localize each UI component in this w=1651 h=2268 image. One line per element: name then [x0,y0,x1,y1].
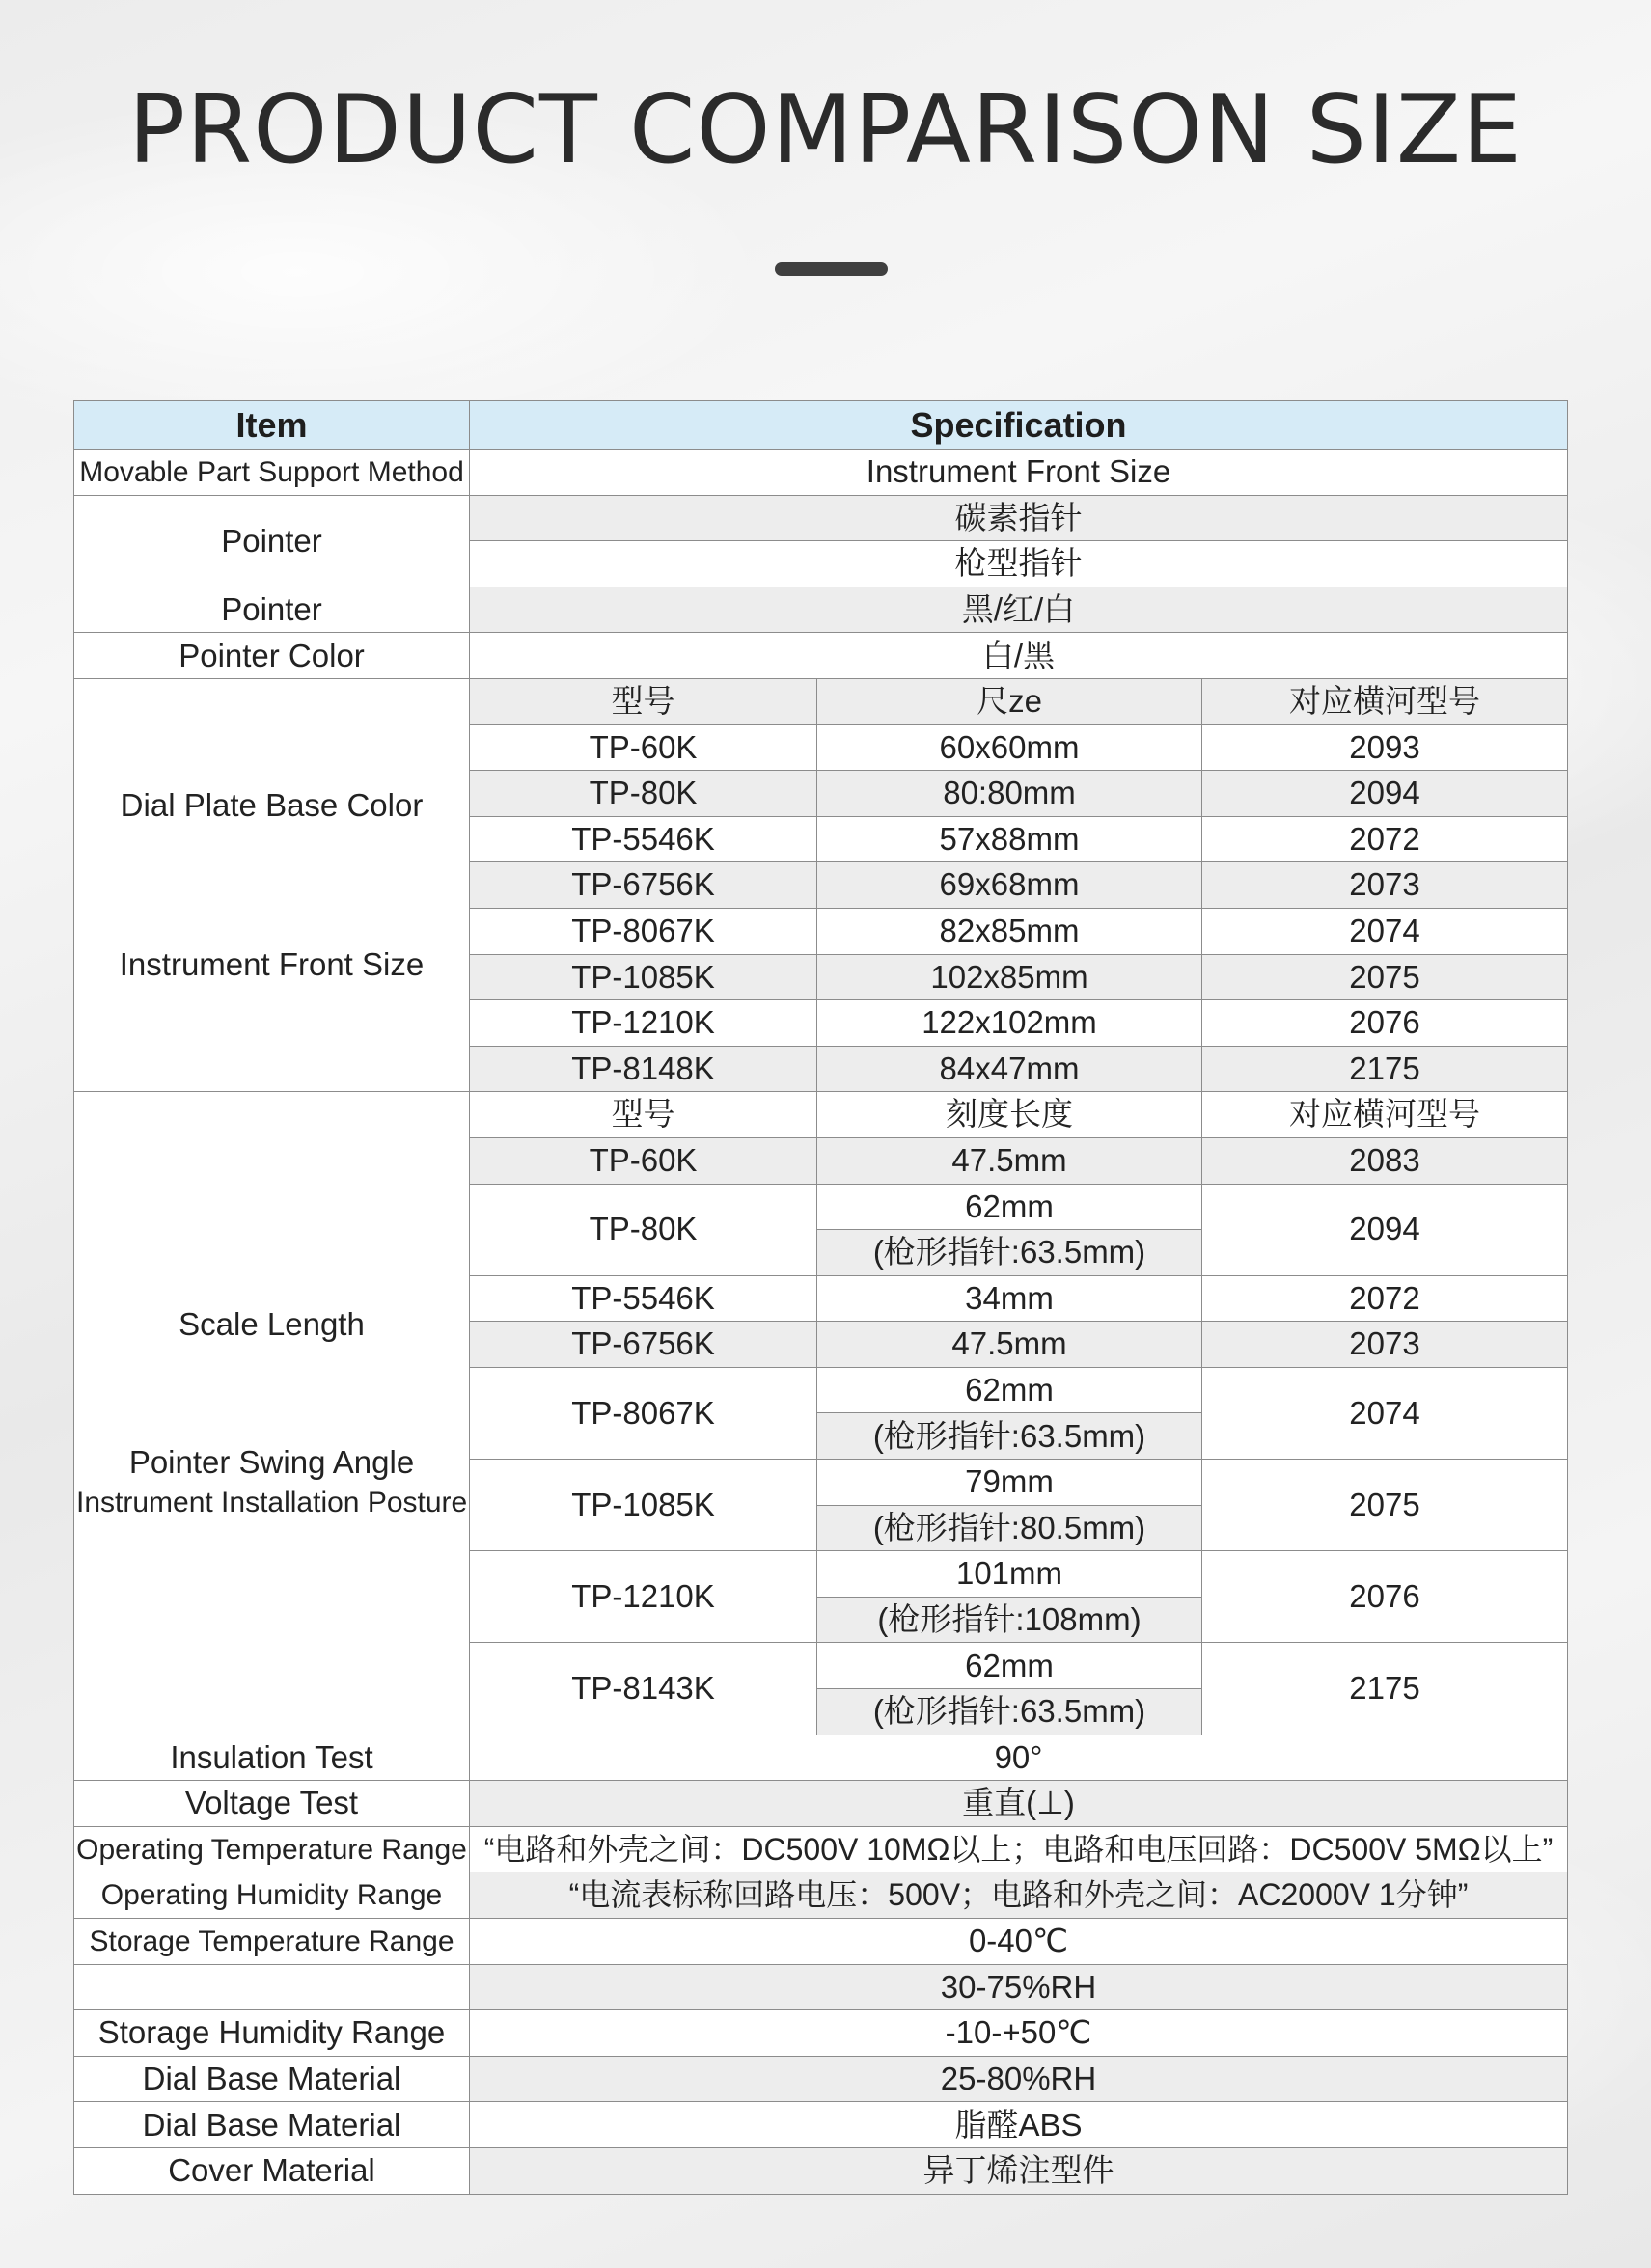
cell-model: TP-80K [470,1184,817,1275]
dial-section-labels [74,678,470,1091]
subheader-yokogawa: 对应横河型号 [1202,678,1568,724]
table-row [74,495,1568,541]
table-row [74,1826,1568,1872]
table-row [74,2147,1568,2194]
row-label: Pointer Swing Angle [128,1443,415,1480]
row-label: Dial Base Material [74,2056,470,2102]
cell-model: TP-6756K [470,1322,817,1368]
cell-size: 57x88mm [817,816,1202,862]
cell-scale-length: 47.5mm [817,1322,1202,1368]
label-spacer [76,1347,467,1441]
row-value: 25-80%RH [470,2056,1568,2102]
table-row [74,1781,1568,1827]
row-value: 碳素指针 [470,495,1568,541]
title-underline [775,262,888,276]
cell-model: TP-1085K [470,1460,817,1551]
cell-model: TP-8067K [470,908,817,954]
row-value: 脂醛ABS [470,2102,1568,2148]
row-label: Pointer Color [74,633,470,679]
row-label: Dial Plate Base Color [120,787,424,824]
row-value: Instrument Front Size [470,450,1568,496]
cell-yokogawa: 2075 [1202,1460,1568,1551]
table-row [74,2056,1568,2102]
subheader-model: 型号 [470,678,817,724]
table-row [74,1919,1568,1965]
row-label: Movable Part Support Method [74,450,470,496]
cell-size: 102x85mm [817,954,1202,1000]
cell-yokogawa: 2076 [1202,1551,1568,1643]
row-label: Instrument Installation Posture [76,1487,468,1519]
cell-size: 122x102mm [817,1000,1202,1047]
cell-size: 82x85mm [817,908,1202,954]
cell-scale-length-note: (枪形指针:63.5mm) [817,1413,1202,1460]
row-value: “电流表标称回路电压：500V；电路和外壳之间：AC2000V 1分钟” [470,1872,1568,1919]
row-value: 异丁烯注型件 [470,2147,1568,2194]
table-row [74,1964,1568,2010]
cell-model: TP-60K [470,724,817,771]
cell-model: TP-6756K [470,862,817,909]
subheader-model: 型号 [470,1092,817,1138]
subheader-size: 尺ze [817,678,1202,724]
row-value: 0-40℃ [470,1919,1568,1965]
scale-section-labels [74,1092,470,1735]
cell-size: 80:80mm [817,771,1202,817]
row-label: Storage Temperature Range [74,1919,470,1965]
row-label: Pointer [74,587,470,633]
table-row [74,587,1568,633]
cell-yokogawa: 2175 [1202,1046,1568,1092]
row-label: Dial Base Material [74,2102,470,2148]
cell-scale-length-note: (枪形指针:108mm) [817,1597,1202,1643]
cell-yokogawa: 2074 [1202,908,1568,954]
cell-yokogawa: 2072 [1202,1275,1568,1322]
cell-model: TP-60K [470,1137,817,1184]
row-label: Instrument Front Size [119,945,425,982]
cell-yokogawa: 2076 [1202,1000,1568,1047]
cell-model: TP-8143K [470,1643,817,1735]
cell-model: TP-1210K [470,1551,817,1643]
table-row [74,2102,1568,2148]
cell-model: TP-8067K [470,1367,817,1459]
page-title: PRODUCT COMPARISON SIZE [128,75,1523,185]
cell-size: 60x60mm [817,724,1202,771]
cell-model: TP-8148K [470,1046,817,1092]
cell-scale-length: 62mm [817,1367,1202,1413]
cell-scale-length: 62mm [817,1643,1202,1689]
row-label: Operating Temperature Range [74,1826,470,1872]
row-label: Cover Material [74,2147,470,2194]
row-value: 黑/红/白 [470,587,1568,633]
cell-scale-length: 62mm [817,1184,1202,1230]
cell-scale-length: 34mm [817,1275,1202,1322]
table-row [74,1092,1568,1138]
cell-yokogawa: 2094 [1202,771,1568,817]
cell-model: TP-5546K [470,1275,817,1322]
row-value: 重直(⊥) [470,1781,1568,1827]
cell-yokogawa: 2175 [1202,1643,1568,1735]
cell-yokogawa: 2083 [1202,1137,1568,1184]
cell-yokogawa: 2072 [1202,816,1568,862]
table-row [74,1735,1568,1781]
table-row [74,633,1568,679]
cell-yokogawa: 2073 [1202,862,1568,909]
header-item: Item [74,401,470,450]
row-label: Voltage Test [74,1781,470,1827]
cell-yokogawa: 2073 [1202,1322,1568,1368]
spec-table [73,400,1568,2195]
row-label: Scale Length [179,1306,365,1343]
cell-yokogawa: 2094 [1202,1184,1568,1275]
cell-scale-length-note: (枪形指针:63.5mm) [817,1230,1202,1276]
subheader-scale-length: 刻度长度 [817,1092,1202,1138]
cell-size: 84x47mm [817,1046,1202,1092]
table-row [74,678,1568,724]
table-row [74,1872,1568,1919]
cell-model: TP-1085K [470,954,817,1000]
row-value: 90° [470,1735,1568,1781]
cell-yokogawa: 2093 [1202,724,1568,771]
label-spacer [76,828,467,943]
row-value: -10-+50℃ [470,2010,1568,2057]
row-value: 30-75%RH [470,1964,1568,2010]
cell-scale-length-note: (枪形指针:63.5mm) [817,1689,1202,1735]
cell-scale-length: 79mm [817,1460,1202,1506]
row-label [74,1964,470,2010]
cell-yokogawa: 2075 [1202,954,1568,1000]
cell-yokogawa: 2074 [1202,1367,1568,1459]
row-label: Pointer [74,495,470,587]
row-value: 枪型指针 [470,541,1568,587]
cell-scale-length: 101mm [817,1551,1202,1598]
table-row [74,450,1568,496]
row-label: Storage Humidity Range [74,2010,470,2057]
table-row [74,2010,1568,2057]
row-value: 白/黑 [470,633,1568,679]
cell-size: 69x68mm [817,862,1202,909]
cell-model: TP-5546K [470,816,817,862]
cell-model: TP-80K [470,771,817,817]
row-label: Operating Humidity Range [74,1872,470,1919]
cell-model: TP-1210K [470,1000,817,1047]
row-label: Insulation Test [74,1735,470,1781]
subheader-yokogawa: 对应横河型号 [1202,1092,1568,1138]
header-specification: Specification [470,401,1568,450]
cell-scale-length-note: (枪形指针:80.5mm) [817,1505,1202,1551]
row-value: “电路和外壳之间：DC500V 10MΩ以上；电路和电压回路：DC500V 5MΩ以上” [470,1826,1568,1872]
cell-scale-length: 47.5mm [817,1137,1202,1184]
